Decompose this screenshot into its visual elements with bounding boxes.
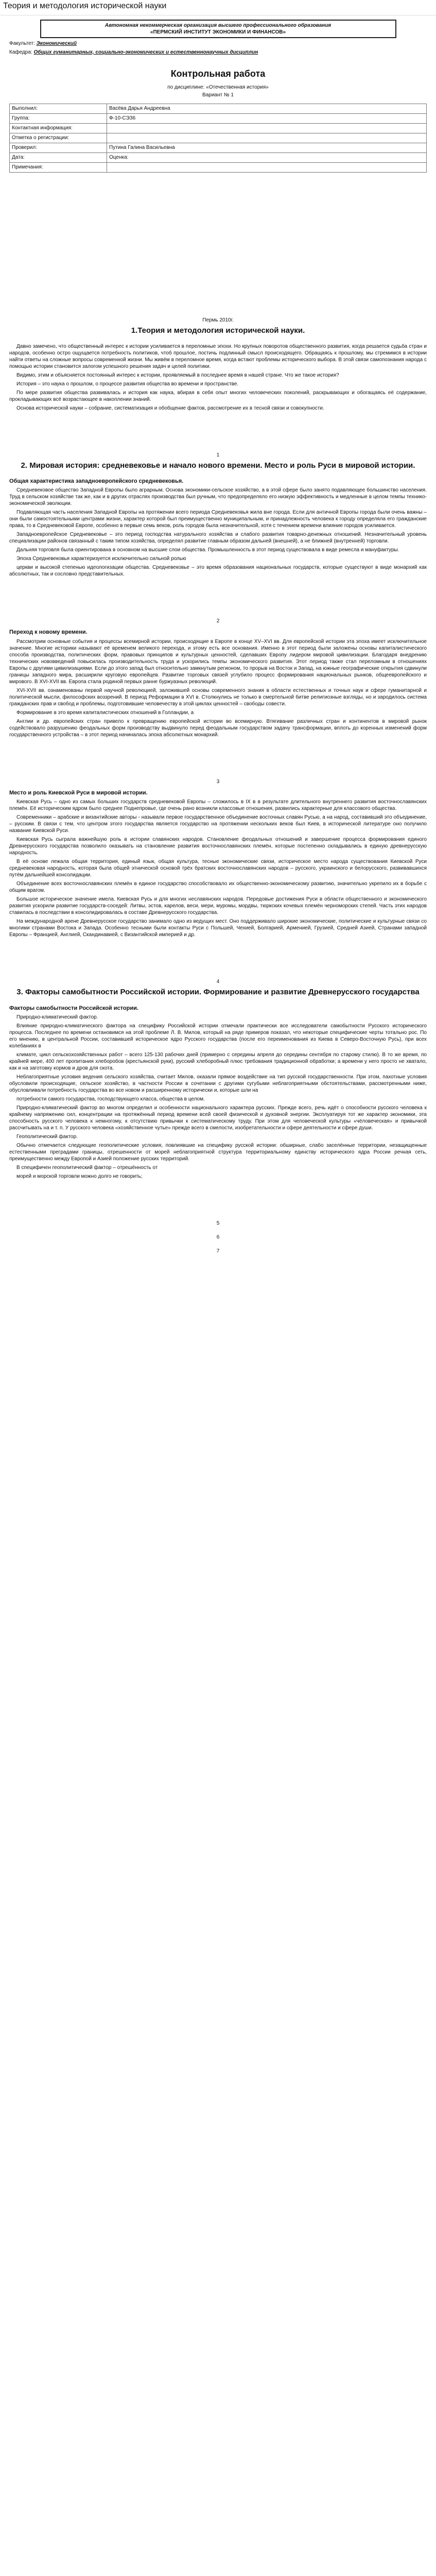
document-content [9,326,427,1255]
city-year: Пермь 2010г. [202,317,234,324]
section-subheading: Факторы самобытности Российской истории. [9,1005,138,1011]
section-subheading: Общая характеристика западноевропейского средневековья. [9,478,184,485]
form-label: Группа: [10,114,107,124]
discipline-line: по дисциплине: «Отечественная история» [167,84,269,91]
form-value [107,124,427,133]
paragraph: Эпоха Средневековья характеризуется исключительно сильной ролью [16,556,186,562]
department-value: Общих гуманитарных, социально-экономических и естественнонаучных дисциплин [33,49,258,55]
org-line-2: «ПЕРМСКИЙ ИНСТИТУТ ЭКОНОМИКИ И ФИНАНСОВ» [150,29,286,35]
page-number: 1 [216,452,220,458]
form-row [10,133,427,143]
section-subheading: Место и роль Киевской Руси в мировой истории. [9,789,148,796]
form-value: Ф-10-СЭЗ6 [107,114,427,124]
paragraph: Формирование в это время капиталистических отношений в Голландии, а [16,709,194,716]
section-heading: 2. Мировая история: средневековье и начало нового времени. Место и роль Руси в мировой истории. [21,461,415,470]
paragraph: Геополитический фактор. [16,1133,78,1140]
paragraph: климате, цикл сельскохозяйственных работ – всего 125-130 рабочих дней (примерно с середины апреля до середины сентября по старому стилю). В то же время, по крайней мере, 400 лет пропитания хлеборобов (крестьянской руки), русский хлеборобный плюс требования традиционной обработки; а времени у него просто не хватало, как и на заготовку кормов и дров для скота. [9,1052,427,1071]
page-number: 6 [216,1234,220,1240]
variant-line: Вариант № 1 [202,92,234,98]
paragraph: Влияние природно-климатического фактора на специфику Российской истории отмечали практически все исследователи самобытности Русского исторического процесса. Последнее по времени остановимся на этой проблеме Л. В. Милов, который на ряде примеров показал, что некоторые специфические черты тотально рос. По его мнению, в центральной России, составившей историческое ядро Русского государства (после его переименования из Киева в Северо-Восточную Русь), при всех колебаниях в [9,1023,427,1049]
form-row [10,143,427,153]
faculty-value: Экономический [36,40,77,46]
paragraph: Давно замечено, что общественный интерес к истории усиливается в переломные эпохи. Но крупных поворотов общественного развития, когда решается судьба стран и народов, особенно остро ощущается потребность политиков, чтоб прошлое, постичь подлинный смысл происходящего. Обращаясь к прошлому, мы стремимся в истории найти ответы на сложные вопросы современной жизни. Мы живём в переломное время, когда встают проблемы исторического выбора. В этой связи самопознания народа с помощью истории становится залогом успешного решения задач и целей политики. [9,343,427,369]
form-value [107,133,427,143]
section-subheading: Переход к новому времени. [9,629,88,636]
department-line [9,49,427,56]
paragraph: Обычно отмечается следующие геополитические условия, повлиявшие на специфику русской истории: обширные, слабо заселённые территории, незащищенные естественными преградами границы, отрешенности от морей неблагоприятной структура территориальному единству исторического ядра России речная сеть, преимущественно между Европой и Азией положение русских территорий. [9,1142,427,1162]
form-label: Отметка о регистрации: [10,133,107,143]
section-heading: 3. Факторы самобытности Российской истории. Формирование и развитие Древнерусского государства [16,988,420,997]
paragraph: Неблагоприятные условия ведения сельского хозяйства, считает Милов, оказали прямое воздействие на тип русской государственности. При этом, пахотные условия обусловили происходящие, сельское хозяйство, в частности России в сочетании с другими сугубыми неблагоприятными обстоятельствами, рассмотренными ниже, обусловливали потребность государства во все новом и расширенному исторически и, которые шли на [9,1074,427,1093]
paragraph: Природно-климатический фактор во многом определил и особенности национального характера русских. Прежде всего, речь идёт о способности русского человека к крайнему напряжению сил, концентрации на протяжённый период времени всей своей физической и духовной энергии. Эксплуатируя тот же характер экономики, эта способность русского человека к немногому, к отсутствию привычки к систематическому труду. При этом для человеческой культуры «чёловеческая» и привычкой рассчитывать на и т. п. У русского человека «хозяйственное чутье» прежде всего в смелости, изобретательности и сфере деятельности и сфере души. [9,1105,427,1131]
paragraph: Средневековое общество Западной Европы было аграрным. Основа экономики-сельское хозяйство, а в этой сфере было занято подавляющее большинство населения. Труд в сельском хозяйстве так же, как и в других отраслях производства был ручным, что предопределяло его низкую эффективность и медленные в целом темпы технико-экономической эволюции. [9,487,427,507]
paragraph: морей и морской торговли можно долго не говорить; [16,1173,143,1179]
page-number: 7 [216,1248,220,1254]
form-row [10,114,427,124]
form-label: Выполнил: [10,104,107,114]
paragraph: Киевская Русь – одно из самых больших государств средневековой Европы – сложилось в IX в в результате длительного внутреннего развития восточнославянских племён. Её историческим ядром было среднее Поднепровье, где очень рано возникли классовые отношения, развились характерные для классового общества. [9,799,427,812]
paragraph: В специфичен геополитический фактор – отрешённость от [16,1164,158,1171]
faculty-label: Факультет: [9,40,35,46]
paragraph: По мере развития общества развивалась и история как наука, вбирая в себя опыт многих человеческих поколений, раскрывающих и обогащаясь её содержание, прокладывающих всё возрастающее в накоплении знаний. [9,389,427,402]
form-label: Дата: [10,153,107,163]
section-heading: 1.Теория и методология исторической науки. [131,326,305,335]
form-label: Контактная информация: [10,124,107,133]
paragraph: Дальняя торговля была ориентирована в основном на высшие слои общества. Промышленность в этот период существовала в виде ремесла и мануфактуры. [16,547,399,553]
paragraph: потребности самого государства, господствующего класса, общества в целом. [16,1096,205,1102]
paragraph: Большое историческое значение имела. Киевская Русь и для многих неславянских народов. Передовые достижения Руси в области общественного и экономического развития ускорили развитие государств-соседей: Литвы, эстов, карелов, веси, мери, муромы, мордвы, тюркских кочевых племён черноморских степей. Часть этих народов ставилась в последствии в консолидировалась в составе Древнерусского государства. [9,896,427,916]
paragraph: Основа исторической науки – собрание, систематизация и обобщение фактов, рассмотрение их в тесной связи и совокупности. [16,405,324,411]
form-row [10,104,427,114]
paragraph: История – это наука о прошлом, о процессе развития общества во времени и пространстве. [16,381,239,387]
paragraph: Западноевропейское Средневековье – это период господства натурального хозяйства и слабого развития товарно-денежных отношений. Незначительный уровень специализации районов связанный с таким типом хозяйства, определял развитие главным образом дальней (внешней), а не ближней (внутренней) торговли. [9,532,427,545]
form-row [10,153,427,163]
form-row [10,124,427,133]
paragraph: Киевская Русь сыграла важнейшую роль в истории славянских народов. Становление феодальных отношений и завершение процесса формирования единого Древнерусского государства позволило оказывать на становление развития восточнославянских племён, которые постепенно складывались в единую древнерусскую народность. [9,837,427,856]
paragraph: церкви и высокой степенью идеологизации общества. Средневековье – это время образования национальных государств, которые существуют в виде монархий как абсолютных, так и сословно представительных. [9,565,427,578]
org-line-1: Автономная некоммерческая организация высшего профессионального образования [104,22,332,28]
page-number: 3 [216,778,220,785]
paragraph: Природно-климатический фактор. [16,1014,98,1020]
paragraph: В её основе лежала общая территория, единый язык, общая культура, тесные экономические связи, историческое место народа существования Киевской Руси средневековая народность, которая была общей этнической основой трёх братских восточнославянских народов – русского, украинского и белорусского, развивавшихся путём дальнейшей консолидации. [9,859,427,878]
organization-box [40,20,396,38]
page-number: 4 [216,979,220,985]
paragraph: Современники – арабские и византийские авторы - называли первое государственное объединение восточных славян Русью, а на народ, составивший это объединение, – русским. В связи с тем, что центром этого государства является государство на протяжении нескольких веков был Киев, в исторической литературе оно получило название Киевской Руси. [9,815,427,834]
paragraph: Видимо, этим и объясняется постоянный интерес к истории, проявляемый в последнее время в нашей стране. Что же такое история? [16,372,339,378]
form-value: Васёва Дарья Андреевна [107,104,427,114]
paragraph: Рассмотрим основные события и процессы всемирной истории, происходящие в Европе в конце XV–XVI вв. Для европейской истории эта эпоха имеет исключительное значение. Многие историки называют её временем великого перехода, и этому есть все основания. Именно в этот период были заложены основы капиталистического способа производства, политических форм, правовых принципов и культурных ценностей, сделавших Европу лидером мировой цивилизации. Благодаря внедрению технических нововведений повысилась производительность труда и ускорились темпы экономического развития. Этот период также стал переломным в отношениях Европы с другими цивилизациями. Если до этого запад был относительно замкнутым регионом, то прорыв на Восток и Запад, на южные географические открытия сдвинули границы западного мира, расширили круговую европейцев. Развитие торговых связей углубило процесс формирования национальных рынков, общеевропейского и мирового. В XVI-XVII вв. Европа стала родиной первых ранне буржуазных революций. [9,638,427,685]
faculty-line [9,40,427,47]
form-label: Примечания: [10,163,107,173]
paragraph: XVI-XVII вв. ознаменованы первой научной революцией, заложившей основы современного знания в области естественных и точных наук и сфере гуманитарной и политической мысли, философских воззрений. В период Реформации в XVI в. Столкнулись не только в смертельной битве религиозные взгляды, но и зародилось система гражданских прав и свобод и проблемы, подготовившие человечеству в этой циклах ценностей – свободы совести. [9,687,427,707]
info-form [9,104,427,173]
paragraph: Англии и др. европейских стран привело к превращению европейской истории во всемирную. Втягивание различных стран и континентов в мировой рынок содействовало разрушению феодальных форм производству выдвинуло перед феодальным государством задачу трансформации, вплоть до коренных изменений форм государственного устройства – в этот период начиналась эпоха абсолютных монархий. [9,718,427,738]
paragraph: На международной арене Древнерусское государство занимало одно из ведущих мест. Оно поддерживало широкие экономические, политические и культурные связи со многими странами Востока и Запада. Особенно тесными были контакты Руси с Польшей, Чехией, Болгарией, Арменией, Грузией, Средней Азией, Странами западной Европы – Францией, Англией, Скандинавией, с Византийской империей и др. [9,919,427,938]
work-type-title: Контрольная работа [170,68,266,79]
window-title: Теория и методология исторической науки [0,0,436,15]
document-body [0,20,436,1255]
form-value: Оценка: [107,153,427,163]
page-number: 2 [216,618,220,624]
page-number: 5 [216,1220,220,1226]
paragraph: Подавляющая часть населения Западной Европы на протяжении всего периода Средневековья жила вне города. Если для античной Европы города были очень важны – они были самостоятельными центрами жизни, характер которой был преимущественно муниципальным, и принадлежность человека к городу определяла его гражданские права, то в Средневековой Европе, особенно в первые семь веков, роль городов была незначительной, хотя с течением времени влияние городов усиливается. [9,510,427,529]
paragraph: Объединение всех восточнославянских племён в единое государство способствовало их общественно-экономическому развитию, значительно укрепило их в борьбе с общим врагом. [9,881,427,894]
form-row [10,163,427,173]
form-value: Путина Галина Васильевна [107,143,427,153]
department-label: Кафедра: [9,49,32,55]
form-label: Проверил: [10,143,107,153]
form-value [107,163,427,173]
